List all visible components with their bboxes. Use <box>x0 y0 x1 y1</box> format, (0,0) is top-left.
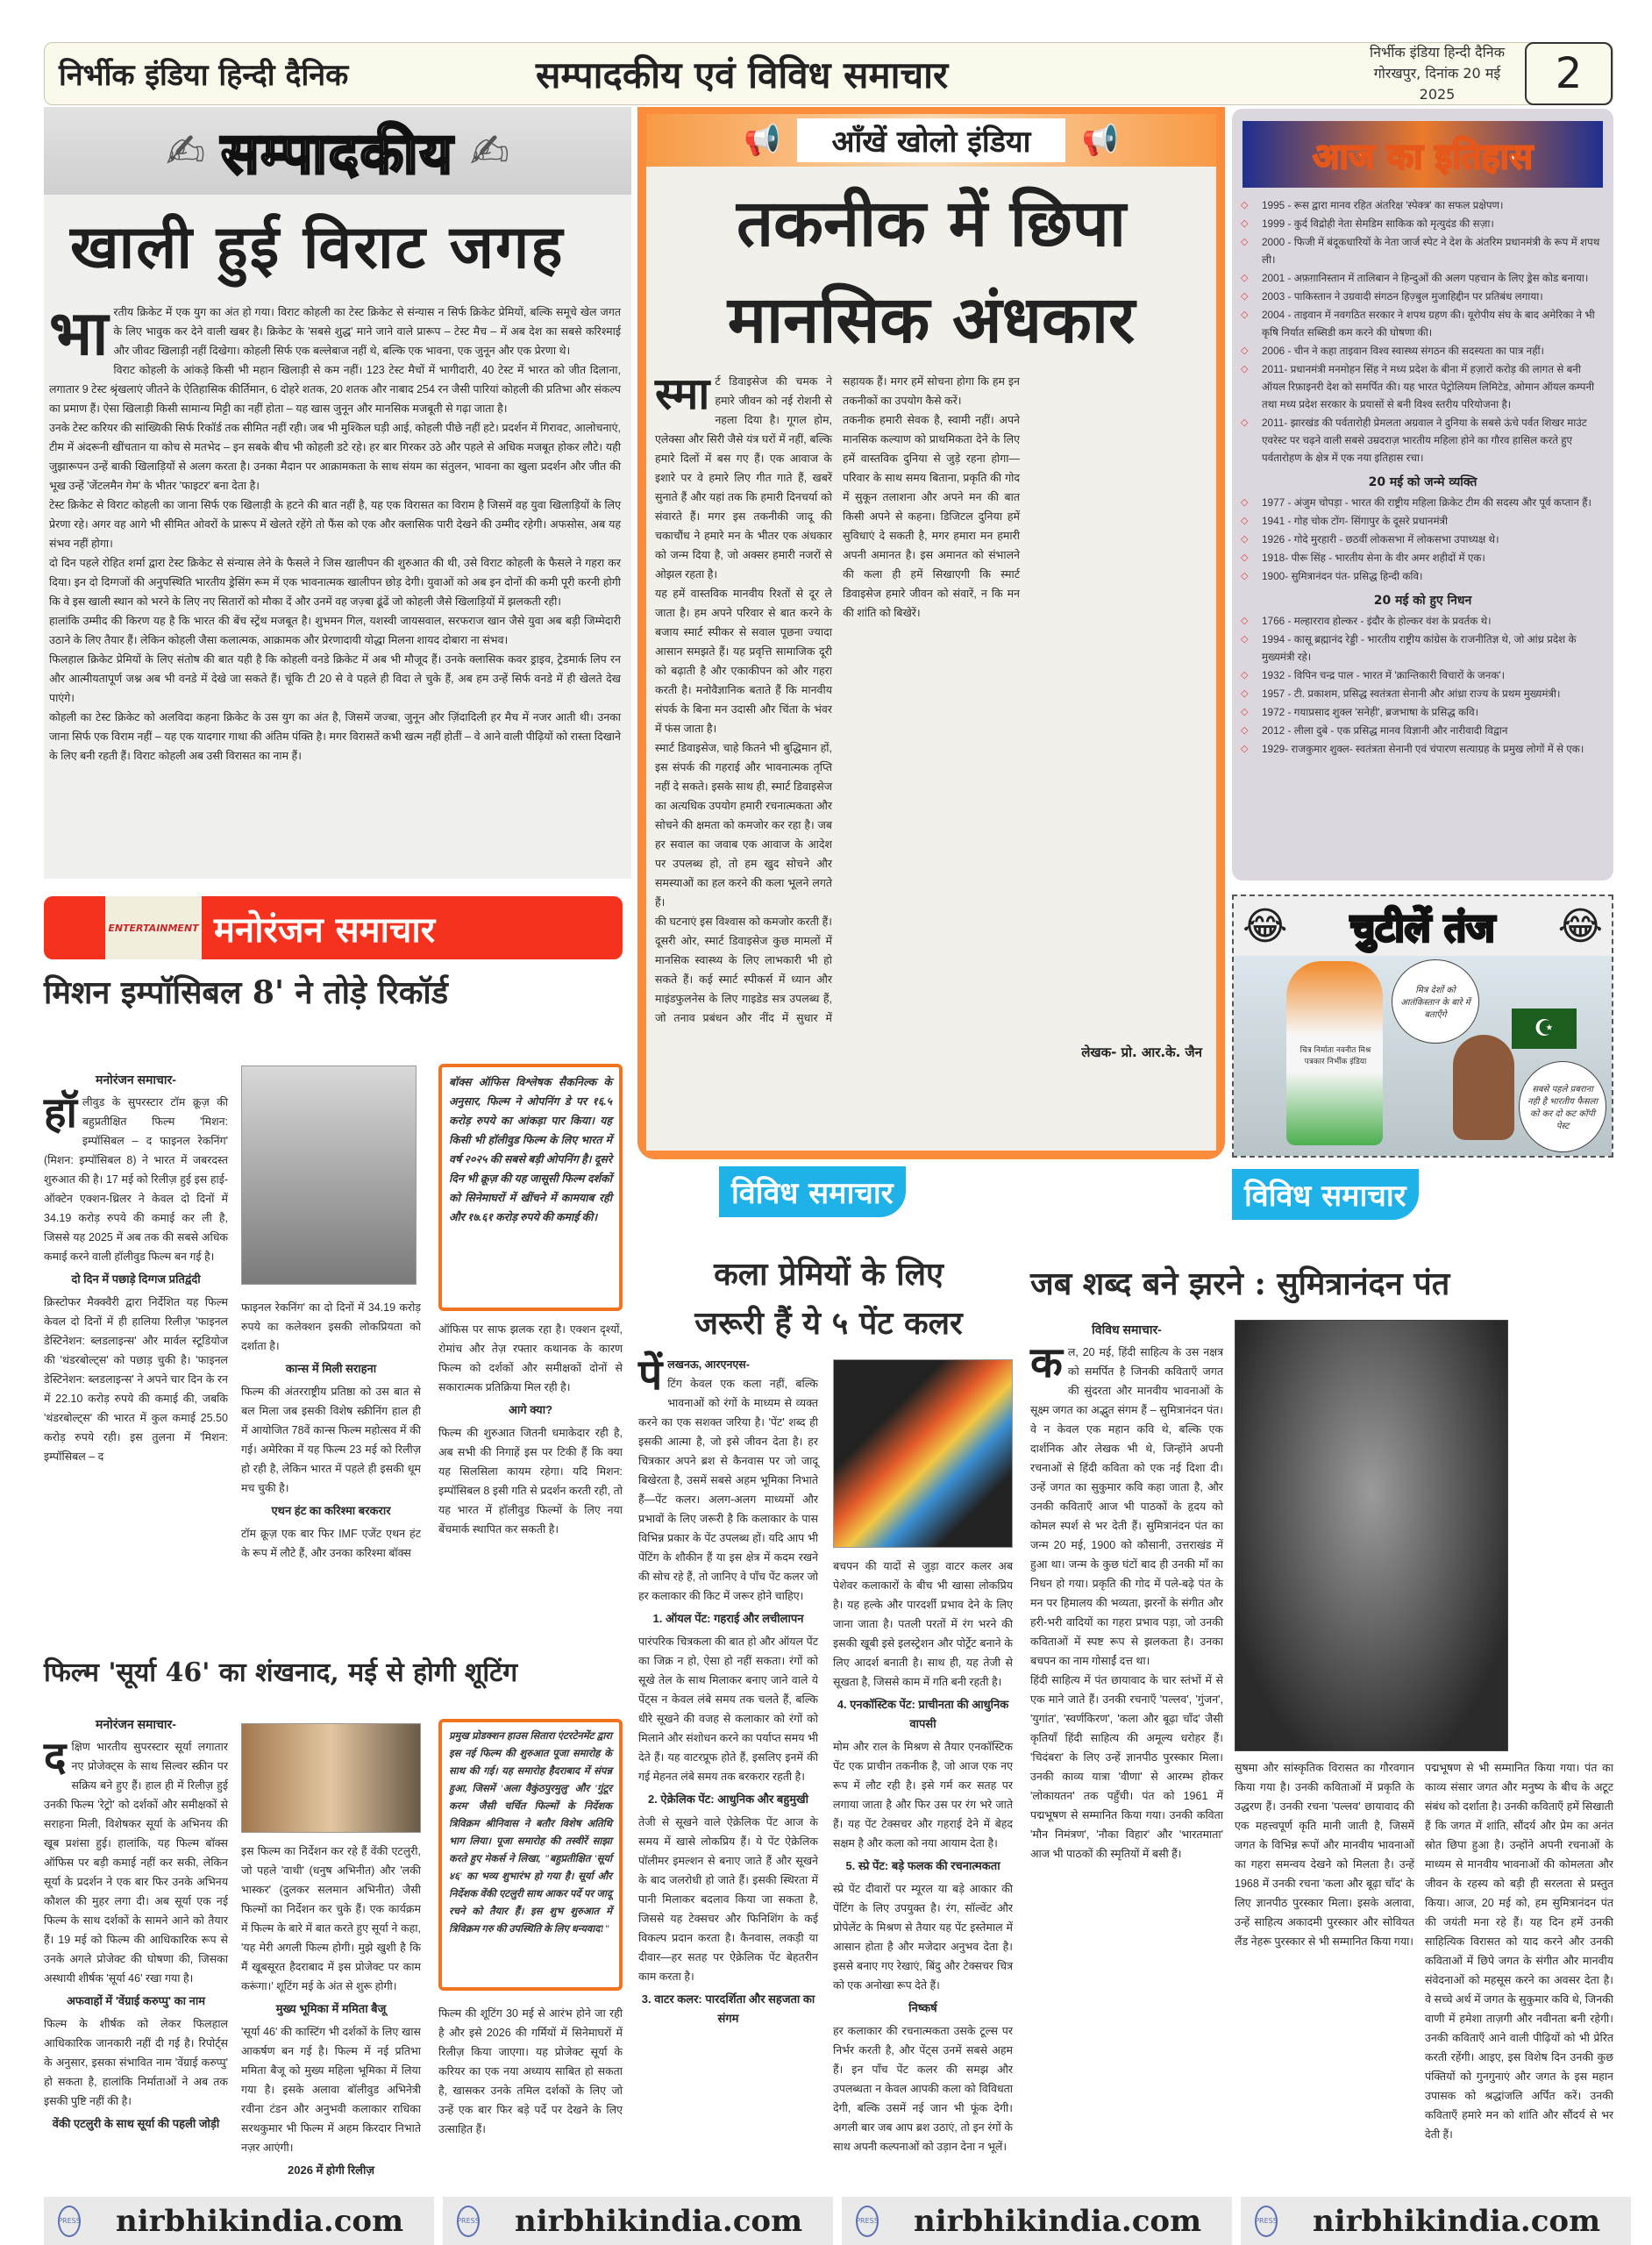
laughing-emoji-icon: 😂 <box>1557 903 1603 949</box>
birth-item: ◇ 1918- पीरू सिंह - भारतीय सेना के वीर अमर शहीदों में एक। <box>1239 549 1606 567</box>
mi8-column-3 <box>438 1320 623 1539</box>
subheading: 5. स्प्रे पेंट: बड़े फलक की रचनात्मकता <box>845 1859 1000 1872</box>
website-link[interactable]: nirbhikindia.com <box>914 2203 1202 2239</box>
deaths-list <box>1239 612 1606 758</box>
paragraph: क्रिस्टोफर मैक्क्वैरी द्वारा निर्देशित यह फिल्म केवल दो दिनों में ही हालिया रिलीज़ 'फाइनल डेस्टिनेशन: ब्लडलाइन्स' और मार्वल स्टूडियोज की 'थंडरबोल्ट्स' को पछाड़ चुकी है। 'फाइनल डेस्टिनेशन: ब्लडलाइन्स' ने अपने चार दिन के रन में 22.10 करोड़ रुपये की कमाई की, जबकि 'थंडरबोल्ट्स' की भारत में कुल कमाई 25.50 करोड़ रुपये रही। इस तुलना में 'मिशन: इम्पॉसिबल – द <box>44 1296 228 1463</box>
page-number: 2 <box>1525 42 1613 105</box>
paragraph: टॉम क्रूज़ एक बार फिर IMF एजेंट एथन हंट के रूप में लौटे हैं, और उनका करिश्मा बॉक्स <box>241 1528 421 1559</box>
cartoon-banner <box>1234 896 1612 956</box>
history-item: ◇ 1995 - रूस द्वारा मानव रहित अंतरिक्ष 'स्पेक्त्र' का सफल प्रक्षेपण। <box>1239 196 1606 214</box>
history-item: ◇ 2003 - पाकिस्तान ने उग्रवादी संगठन हिज़्बुल मुजाहिद्दीन पर प्रतिबंध लगाया। <box>1239 288 1606 305</box>
paragraph: फिल्म की अंतरराष्ट्रीय प्रतिष्ठा को उस बात से बल मिला जब इसकी विशेष स्क्रीनिंग हाल ही में आयोजित 78वें कान्स फिल्म महोत्सव में की गई। अमेरिका में यह फिल्म 23 मई को रिलीज़ हो रही है, लेकिन भारत में पहले ही इसकी धूम मच चुकी है। <box>241 1386 421 1494</box>
entertainment-headline: मिशन इम्पॉसिबल 8' ने तोड़े रिकॉर्ड <box>44 974 448 1011</box>
paragraph: ल, 20 मई, हिंदी साहित्य के उस नक्षत्र को समर्पित है जिनकी कविताएँ जगत की सुंदरता और मानवीय भावनाओं के सूक्ष्म जगत का अद्भुत संगम हैं – सुमित्रानंदन पंत। वे न केवल एक महान कवि थे, बल्कि एक दार्शनिक और लेखक भी थे, जिन्होंने अपनी रचनाओं से हिंदी कविता को एक नई दिशा दी। उन्हें जगत का सुकुमार कवि कहा जाता है, और उनकी कविताएँ आज भी पाठकों के हृदय को कोमल स्पर्श से भर देती हैं। सुमित्रानंदन पंत का जन्म 20 मई, 1900 को कौसानी, उत्तराखंड में हुआ था। जन्म के कुछ घंटों बाद ही उनकी माँ का निधन हो गया। प्रकृति की गोद में पले-बढ़े पंत के मन पर हिमालय की भव्यता, झरनों के संगीत और हरी-भरी वादियों का गहरा प्रभाव पड़ा, जो उनकी कविताओं में स्पष्ट रूप से झलकता है। उनका बचपन का नाम गोसाईं दत्त था। <box>1030 1346 1223 1667</box>
subheading: आगे क्या? <box>508 1403 553 1416</box>
cartoon-banner-label: चुटीलें तंज <box>1350 906 1495 951</box>
surya-photo <box>241 1723 421 1833</box>
pant-column-3 <box>1425 1758 1613 2144</box>
subheading: कान्स में मिली सराहना <box>285 1362 377 1375</box>
editorial-body <box>44 299 631 766</box>
surya46-headline: फिल्म 'सूर्या 46' का शंखनाद, मई से होगी शूटिंग <box>44 1657 518 1688</box>
paragraph: फिल्म की शूटिंग 30 मई से आरंभ होने जा रही है और इसे 2026 की गर्मियों में सिनेमाघरों में रिलीज़ किया जाएगा। यह प्रोजेक्ट सूर्या के करियर का एक नया अध्याय साबित हो सकता है, खासकर उनके तमिल दर्शकों के लिए जो उन्हें एक बार फिर बड़े पर्दे पर देखने के लिए उत्साहित हैं। <box>438 2007 623 2135</box>
surya-column-3 <box>438 2004 623 2139</box>
mi8-column-2 <box>241 1298 421 1563</box>
paint-headline <box>640 1250 1017 1348</box>
pant-portrait-photo <box>1235 1320 1508 1751</box>
dateline-block <box>1358 42 1516 105</box>
paragraph: सुषमा और सांस्कृतिक विरासत का गौरवगान किया गया है। उनकी कविताओं में प्रकृति के उद्धरण हैं। उनकी रचना 'पल्लव' छायावाद की एक महत्त्वपूर्ण कृति मानी जाती है, जिसमें जगत के विभिन्न रूपों और मानवीय भावनाओं का गहरा समन्वय देखने को मिलता है। उन्हें 1968 में उनकी रचना 'कला और बूढ़ा चाँद' के लिए ज्ञानपीठ पुरस्कार मिला। इसके अलावा, उन्हें साहित्य अकादमी पुरस्कार और सोवियत लैंड नेहरू पुरस्कार से भी सम्मानित किया गया। <box>1235 1762 1414 1948</box>
opinion-body <box>646 368 1216 1035</box>
writing-hand-icon: ✍ <box>166 123 206 179</box>
editorial-banner <box>44 107 631 195</box>
cartoon-section <box>1232 894 1613 1158</box>
birth-item: ◇ 1941 - गोह चोक टोंग- सिंगापुर के दूसरे प्रधानमंत्री <box>1239 512 1606 530</box>
subheading: 2026 में होगी रिलीज़ <box>288 2163 374 2177</box>
paint-column-1 <box>638 1352 818 2032</box>
surya-column-1 <box>44 1714 228 2137</box>
birth-item: ◇ 1900- सुमित्रानंदन पंत- प्रसिद्ध हिन्दी कवि। <box>1239 567 1606 585</box>
mi8-column-1 <box>44 1070 228 1466</box>
subheading: 4. एनकॉस्टिक पेंट: प्राचीनता की आधुनिक वापसी <box>837 1698 1009 1730</box>
subheading: निष्कर्ष <box>908 2001 937 2014</box>
headline-line: कला प्रेमियों के लिए <box>714 1256 943 1293</box>
paragraph: रतीय क्रिकेट में एक युग का अंत हो गया। विराट कोहली का टेस्ट क्रिकेट से संन्यास न सिर्फ क्रिकेट प्रेमियों, बल्कि समूचे खेल जगत के लिए भावुक कर देने वाली खबर है। क्रिकेट के 'सबसे शुद्ध' माने जाने वाले प्रारूप – टेस्ट मैच – में अब देश का सबसे करिश्माई और जीवट खिलाड़ी नहीं दिखेगा। कोहली सिर्फ एक बल्लेबाज नहीं थे, बल्कि एक भावना, एक जुनून और एक प्रेरणा थे। <box>113 306 621 357</box>
subheading: वेंकी एटलुरी के साथ सूर्या की पहली जोड़ी <box>52 2117 220 2130</box>
pant-column-1 <box>1030 1320 1223 1864</box>
paragraph: मोम और राल के मिश्रण से तैयार एनकॉस्टिक पेंट एक प्राचीन तकनीक है, जो आज एक नए रूप में लौट रही है। इसे गर्म कर सतह पर लगाया जाता है और फिर उस पर रंग भरे जाते हैं। यह पेंट टेक्सचर और गहराई देने में बेहद सक्षम है और कला को नया आयाम देता है। <box>833 1741 1013 1849</box>
paragraph: हर कलाकार की रचनात्मकता उसके टूल्स पर निर्भर करती है, और पेंट्स उनमें सबसे अहम हैं। इन पाँच पेंट कलर की समझ और उपलब्धता न केवल आपकी कला को विविधता देगी, बल्कि उसमें नई जान भी फूंक देगी। अगली बार जब आप ब्रश उठाएं, तो इन रंगों के साथ अपनी कल्पनाओं को उड़ान देना न भूलें। <box>833 2025 1013 2153</box>
death-item: ◇ 1932 - विपिन चन्द्र पाल - भारत में 'क्रान्तिकारी विचारों के जनक'। <box>1239 666 1606 684</box>
footer-bar <box>44 2197 434 2245</box>
paragraph: टेस्ट क्रिकेट से विराट कोहली का जाना सिर्फ एक खिलाड़ी के हटने की बात नहीं है, यह एक विरासत का विराम है जिसमें वह युवा खिलाड़ियों के लिए प्रेरणा रहे। अगर वह आगे भी सीमित ओवरों के प्रारूप में खेलते रहेंगे तो फैंस को एक और क्लासिक पारी देखने की उम्मीद रहेगी। अफसोस, अब यह संभव नहीं होगा। <box>49 499 621 550</box>
cartoon-figure-monkey <box>1453 1035 1514 1140</box>
dropcap: स्मा <box>655 369 710 418</box>
flag-icon: ☪ <box>1512 1008 1577 1049</box>
paint-kit-photo <box>833 1359 1013 1548</box>
website-link[interactable]: nirbhikindia.com <box>1313 2203 1601 2239</box>
author-credit: लेखक- प्रो. आर.के. जैन <box>1081 1044 1202 1060</box>
history-banner-label: आज का इतिहास <box>1313 136 1533 177</box>
paragraph: तकनीक हमारी सेवक है, स्वामी नहीं। अपने मानसिक कल्याण को प्राथमिकता देने के लिए हमें वास्तविक दुनिया से जुड़े रहना होगा—परिवार के साथ समय बिताना, प्रकृति की गोद में सुकून तलाशना और अपने मन की बात किसी अपने से कहना। डिजिटल दुनिया हमें सुविधाएं दे सकती है, मगर हमारा मन हमारी अपनी अमानत है। इस अमानत को संभालने की कला ही हमें सिखाएगी कि स्मार्ट डिवाइसेज हमारे जीवन को संवारें, न कि मन की शांति को बिखेरें। <box>843 414 1020 619</box>
subheading: मुख्य भूमिका में ममिता बैजू <box>275 2002 387 2015</box>
paper-name: निर्भीक इंडिया हिन्दी दैनिक <box>59 58 349 93</box>
cartoon-illustration <box>1234 956 1612 1156</box>
paragraph: तेजी से सूखने वाले ऐक्रेलिक पेंट आज के समय में खासे लोकप्रिय हैं। ये पेंट ऐक्रेलिक पॉलीमर इमल्शन से बनाए जाते हैं और सूखने के बाद जलरोधी हो जाते हैं। इसकी स्थिरता में पानी मिलाकर बदलाव किया जा सकता है, जिससे यह टेक्सचर और फिनिशिंग के कई विकल्प प्रदान करता है। कैनवास, लकड़ी या दीवार—हर सतह पर ऐक्रेलिक पेंट बेहतरीन काम करता है। <box>638 1816 818 1983</box>
opinion-headline <box>646 167 1216 368</box>
writing-hand-icon: ✍ <box>469 123 509 179</box>
paragraph: स्प्रे पेंट दीवारों पर म्यूरल या बड़े आकार की पेंटिंग के लिए उपयुक्त है। रंग, सॉल्वेंट और प्रोपेलेंट के मिश्रण से तैयार यह पेंट इस्तेमाल में आसान होता है और मजेदार अनुभव देता है। इससे बनाए गए रेखाएं, बिंदु और टेक्सचर चित्र को एक अनोखा रूप देते हैं। <box>833 1883 1013 1992</box>
death-item: ◇ 1972 - गयाप्रसाद शुक्ल 'सनेही', ब्रजभाषा के प्रसिद्ध कवि। <box>1239 703 1606 721</box>
editorial-banner-label: सम्पादकीय <box>221 121 454 187</box>
paragraph: यह हमें वास्तविक मानवीय रिश्तों से दूर ले जाता है। हम अपने परिवार से बात करने के बजाय स्मार्ट स्पीकर से सवाल पूछना ज्यादा आसान समझते हैं। यह प्रवृत्ति सामाजिक दूरी को बढ़ाती है और एकाकीपन को और गहरा करती है। मनोवैज्ञानिक बताते हैं कि मानवीय संपर्क के बिना मन उदासी और चिंता के भंवर में फंस जाता है। <box>655 588 832 735</box>
history-item: ◇ 1999 - कुर्द विद्रोही नेता सेमडिम साकिक को मृत्युदंड की सज़ा। <box>1239 215 1606 232</box>
paragraph: की घटनाएं इस विश्वास को कमजोर करती हैं। दूसरी ओर, स्मार्ट डिवाइसेज कुछ मामलों में मानसिक स्वास्थ्य के लिए लाभकारी भी हो सकते हैं। कई स्मार्ट स्पीकर्स में ध्यान और माइंडफुलनेस के लिए गाइडेड सत्र उपलब्ध हैं, जो तनाव प्रबंधन और नींद में सुधार में सहायक हैं। मगर हमें सोचना होगा कि हम इन तकनीकों का उपयोग कैसे करें। <box>655 375 1020 1024</box>
headline-line: तकनीक में छिपा <box>736 186 1127 261</box>
entertainment-banner-label: मनोरंजन समाचार <box>214 909 436 951</box>
deaths-heading: 20 मई को हुए निधन <box>1373 594 1472 608</box>
paragraph: र्ट डिवाइसेज की चमक ने हमारे जीवन को नई रोशनी से नहला दिया है। गूगल होम, एलेक्सा और सिरी जैसे यंत्र घरों में नहीं, बल्कि हमारे दिलों में बस गए हैं। एक आवाज के इशारे पर वे हमारे लिए गीत गाते हैं, खबरें सुनाते हैं और यहां तक कि हमारी दिनचर्या को संवारते हैं। मगर इस तकनीकी जादू की चकाचौंध ने हमारे मन के भीतर एक अंधकार को जन्म दिया है, जो अक्सर हमारी नजरों से ओझल रहता है। <box>655 375 832 581</box>
section-title: सम्पादकीय एवं विविध समाचार <box>536 53 949 96</box>
editorial-headline: खाली हुई विराट जगह <box>70 212 565 282</box>
photo-caption: फाइनल रेकनिंग' का दो दिनों में 34.19 करोड़ रुपये का कलेक्शन इसकी लोकप्रियता को दर्शाता है। <box>241 1301 421 1352</box>
surya-callout: प्रमुख प्रोडक्शन हाउस सितारा एंटरटेनमेंट द्वारा इस नई फिल्म की शुरुआत पूजा समारोह के साथ की गई। यह समारोह हैदराबाद में संपन्न हुआ, जिसमें 'अला वैकुंठपुरमुलु' और 'गुंटूर करम' जैसी चर्चित फिल्मों के निर्देशक त्रिविक्रम श्रीनिवास ने बतौर विशेष अतिथि भाग लिया। पूजा समारोह की तस्वीरें साझा करते हुए मेकर्स ने लिखा, "बहुप्रतीक्षित 'सूर्या ४६' का भव्य शुभारंभ हो गया है। सूर्या और निर्देशक वेंकी एटलुरी साथ आकर पर्दे पर जादू रचने को तैयार हैं। इस शुभ शुरुआत में त्रिविक्रम गरु की उपस्थिति के लिए धन्यवाद!" <box>438 1719 623 1991</box>
website-link[interactable]: nirbhikindia.com <box>116 2203 404 2239</box>
dropcap: क <box>1030 1340 1063 1386</box>
history-item: ◇ 2001 - अफ़ग़ानिस्तान में तालिबान ने हिन्दुओं की अलग पहचान के लिए ड्रेस कोड बनाया। <box>1239 269 1606 287</box>
death-item: ◇ 1766 - मल्हारराव होल्कर - इंदौर के होल्कर वंश के प्रवर्तक थे। <box>1239 612 1606 630</box>
headline-line: मानसिक अंधकार <box>727 282 1136 358</box>
opinion-banner <box>646 114 1216 167</box>
opinion-section <box>637 107 1225 1159</box>
pant-headline: जब शब्द बने झरने : सुमित्रानंदन पंत <box>1030 1265 1450 1302</box>
subheading: दो दिन में पछाड़े दिग्गज प्रतिद्वंदी <box>71 1272 201 1286</box>
paragraph: पारंपरिक चित्रकला की बात हो और ऑयल पेंट का जिक्र न हो, ऐसा हो नहीं सकता। रंगों को सूखे तेल के साथ मिलाकर बनाए जाने वाले ये पेंट्स न केवल लंबे समय तक चलते हैं, बल्कि धीरे सूखने की वजह से कलाकार को रंगों को मिलाने और संशोधन करने का पर्याप्त समय भी देते हैं। यह वाटरप्रूफ होते हैं, इसलिए इनमें की गई मेहनत लंबे समय तक बरकरार रहती है। <box>638 1636 818 1783</box>
paragraph: स्मार्ट डिवाइसेज, चाहे कितने भी बुद्धिमान हों, इस संपर्क की गहराई और भावनात्मक तृप्ति नहीं दे सकते। इसके साथ ही, स्मार्ट डिवाइसेज का अत्यधिक उपयोग हमारी रचनात्मकता और सोचने की क्षमता को कमजोर कर रहा है। जब हर सवाल का जवाब एक आवाज के आदेश पर उपलब्ध हो, तो हम खुद सोचने और समस्याओं का हल करने की कला भूलने लगते हैं। <box>655 742 832 909</box>
births-heading: 20 मई को जन्मे व्यक्ति <box>1368 475 1478 489</box>
death-item: ◇ 2012 - लीला दुबे - एक प्रसिद्ध मानव विज्ञानी और नारीवादी विद्वान <box>1239 722 1606 739</box>
footer-bar <box>1241 2197 1631 2245</box>
box-office-callout: बॉक्स ऑफिस विश्लेषक सैकनिल्क के अनुसार, फिल्म ने ओपनिंग डे पर १६.५ करोड़ रुपये का आंकड़ा पार किया। यह किसी भी हॉलीवुड फिल्म के लिए भारत में वर्ष २०२५ की सबसे बड़ी ओपनिंग है। दूसरे दिन भी क्रूज़ की यह जासूसी फिल्म दर्शकों को सिनेमाघरों में खींचने में कामयाब रही और १७.६१ करोड़ रुपये की कमाई की। <box>438 1064 623 1311</box>
editorial-section <box>44 107 631 879</box>
byline: मनोरंजन समाचार- <box>96 1073 176 1087</box>
megaphone-icon: 📢 <box>744 123 781 158</box>
footer-bar <box>842 2197 1232 2245</box>
history-events <box>1239 196 1606 467</box>
masthead <box>44 42 1613 105</box>
surya-column-2 <box>241 1842 421 2184</box>
dropcap: पें <box>638 1352 663 1399</box>
cartoon-credit: चित्र निर्माता नवनीत मिश्र पत्रकार निर्भीक इंडिया <box>1300 1046 1371 1066</box>
paragraph: हिंदी साहित्य में पंत छायावाद के चार स्तंभों में से एक माने जाते हैं। उनकी रचनाएँ 'पल्लव', 'गुंजन', 'युगांत', 'स्वर्णकिरण', 'कला और बूढ़ा चाँद' जैसी कृतियाँ हिंदी साहित्य की अमूल्य धरोहर हैं। 'चिदंबरा' के लिए उन्हें ज्ञानपीठ पुरस्कार मिला। उनकी काव्य यात्रा 'वीणा' से आरम्भ होकर 'लोकायतन' तक पहुँची। पंत को 1961 में पद्मभूषण से सम्मानित किया गया। उनकी कविता 'मौन निमंत्रण', 'नौका विहार' और 'भारतमाता' आज भी पाठकों की स्मृतियों में बसी हैं। <box>1030 1674 1223 1860</box>
headline-line: जरूरी हैं ये ५ पेंट कलर <box>694 1305 963 1342</box>
subheading: 2. ऐक्रेलिक पेंट: आधुनिक और बहुमुखी <box>647 1792 809 1806</box>
death-item: ◇ 1957 - टी. प्रकाशम, प्रसिद्ध स्वतंत्रता सेनानी और आंध्रा राज्य के प्रथम मुख्यमंत्री। <box>1239 685 1606 702</box>
laughing-emoji-icon: 😂 <box>1243 903 1288 949</box>
paper-name-small: निर्भीक इंडिया हिन्दी दैनिक <box>1370 44 1505 61</box>
paragraph: फिलहाल क्रिकेट प्रेमियों के लिए संतोष की बात यही है कि कोहली वनडे क्रिकेट में अब भी मौजूद हैं। उनके क्लासिक कवर ड्राइव, ट्रेडमार्क लिप रन और आत्मीयतापूर्ण जश्न अब भी वनडे में देखे जा सकते हैं। चूंकि टी 20 से वे पहले ही विदा ले चुके हैं, अब हम उन्हें सिर्फ वनडे में ही खेलते देख पाएंगे। <box>49 653 621 704</box>
paragraph: लीवुड के सुपरस्टार टॉम क्रूज़ की बहुप्रतीक्षित फिल्म 'मिशन: इम्पॉसिबल – द फाइनल रेकनिंग' (मिशन: इम्पॉसिबल 8) ने भारत में जबरदस्त शुरुआत की है। 17 मई को रिलीज़ हुई इस हाई-ऑक्टेन एक्शन-थ्रिलर ने केवल दो दिनों में 34.19 करोड़ रुपये की कमाई कर ली है, जिससे यह 2025 में अब तक की सबसे अधिक कमाई करने वाली हॉलीवुड फिल्म बन गई है। <box>44 1096 228 1263</box>
paragraph: टिंग केवल एक कला नहीं, बल्कि भावनाओं को रंगों के माध्यम से व्यक्त करने का एक सशक्त जरिया है। 'पेंट' शब्द ही इसकी आत्मा है, जो इसे जीवन देता है। हर चित्रकार अपने ब्रश से कैनवास पर जो जादू बिखेरता है, उसमें सबसे अहम भूमिका निभाते हैं—पेंट कलर। अलग-अलग माध्यमों और प्रभावों के लिए जरूरी है कि कलाकार के पास विभिन्न प्रकार के पेंट उपलब्ध हों। यदि आप भी पेंटिंग के शौकीन हैं या इस क्षेत्र में कदम रखने की सोच रहे हैं, तो जानिए वे पाँच पेंट कलर जो हर कलाकार की किट में जरूर होने चाहिए। <box>638 1378 818 1602</box>
death-item: ◇ 1929- राजकुमार शुक्ल- स्वतंत्रता सेनानी एवं चंपारण सत्याग्रह के प्रमुख लोगों में से एक। <box>1239 740 1606 758</box>
entertainment-banner <box>44 896 623 959</box>
speech-bubble-left: मित्र देशों को आतंकिस्तान के बारे में बताएँगे <box>1392 959 1479 1044</box>
paragraph: फिल्म के शीर्षक को लेकर फिलहाल आधिकारिक जानकारी नहीं दी गई है। रिपोर्ट्स के अनुसार, इसका संभावित नाम 'वेंग्राई करुप्पु' हो सकता है, हालांकि निर्माताओं ने अब तक इसकी पुष्टि नहीं की है। <box>44 2018 228 2107</box>
entertainment-logo: ENTERTAINMENT <box>105 896 202 959</box>
website-link[interactable]: nirbhikindia.com <box>515 2203 803 2239</box>
paragraph: हालांकि उम्मीद की किरण यह है कि भारत की बेंच स्ट्रेंथ मजबूत है। शुभमन गिल, यशस्वी जायसवाल, सरफराज खान जैसे युवा अब बड़ी जिम्मेदारी उठाने के लिए तैयार हैं। लेकिन कोहली जैसा कलात्मक, आक्रामक और प्रेरणादायी योद्धा मिलना शायद दोबारा ना संभव। <box>49 615 621 646</box>
paragraph: विराट कोहली के आंकड़े किसी भी महान खिलाड़ी से कम नहीं। 123 टेस्ट मैचों में भागीदारी, 40 टेस्ट में भारत को जीत दिलाना, लगातार 9 टेस्ट श्रृंखलाएं जीतने के ऐतिहासिक कीर्तिमान, 6 दोहरे शतक, 20 शतक और नाबाद 254 रन जैसी पारियां कोहली की प्रतिभा और संकल्प का प्रमाण हैं। ऐसा खिलाड़ी किसी सामान्य मिट्टी का नहीं होता – यह खास जुनून और मानसिक मजबूती से गढ़ा जाता है। <box>49 364 621 415</box>
paragraph: पद्मभूषण से भी सम्मानित किया गया। पंत का काव्य संसार जगत और मनुष्य के बीच के अटूट संबंध को दर्शाता है। उनकी कविताएँ हमें सिखाती हैं कि जगत में शांति, सौंदर्य और प्रेम का अनंत स्रोत छिपा हुआ है। उन्होंने अपनी रचनाओं के माध्यम से मानवीय भावनाओं की कोमलता और जीवन के रहस्य को बड़ी ही सरलता से प्रस्तुत किया। आज, 20 मई को, हम सुमित्रानंदन पंत की जयंती मना रहे हैं। यह दिन हमें उनकी साहित्यिक विरासत को याद करने और उनकी कविताओं में छिपे जगत के संगीत और मानवीय संवेदनाओं को महसूस करने का अवसर देता है। वे सच्चे अर्थ में जगत के सुकुमार कवि थे, जिनकी वाणी में हमेशा ताज़गी और नवीनता बनी रहेगी। उनकी कविताएँ आने वाली पीढ़ियों को भी प्रेरित करती रहेंगी। आइए, इस विशेष दिन उनकी कुछ पंक्तियों को गुनगुनाएं और जगत के इस महान उपासक को श्रद्धांजलि अर्पित करें। उनकी कविताएँ हमारे मन को शांति और सौंदर्य से भर देती हैं। <box>1425 1762 1613 2141</box>
paragraph: क्षिण भारतीय सुपरस्टार सूर्या लगातार नए प्रोजेक्ट्स के साथ सिल्वर स्क्रीन पर सक्रिय बने हुए हैं। हाल ही में रिलीज़ हुई उनकी फिल्म 'रेट्रो' को दर्शकों और समीक्षकों से सराहना मिली, विशेषकर सूर्या के अभिनय की खूब प्रशंसा हुई। हालांकि, यह फिल्म बॉक्स ऑफिस पर बड़ी कमाई नहीं कर सकी, लेकिन सूर्या के प्रदर्शन ने एक बार फिर उनके अभिनय कौशल की मुहर लगा दी। अब सूर्या एक नई फिल्म के साथ दर्शकों के सामने आने को तैयार हैं। 19 मई को फिल्म की आधिकारिक रूप से उनके अगले प्रोजेक्ट की घोषणा की, जिसका अस्थायी शीर्षक 'सूर्या 46' रखा गया है। <box>44 1741 228 1985</box>
opinion-banner-label: आँखें खोलो इंडिया <box>797 118 1066 162</box>
paint-column-2 <box>833 1557 1013 2156</box>
paragraph: दो दिन पहले रोहित शर्मा द्वारा टेस्ट क्रिकेट से संन्यास लेने के फैसले ने जिस खालीपन की शुरुआत की थी, उसे विराट कोहली के फैसले ने गहरा कर दिया। इन दो दिग्गजों की अनुपस्थिति भारतीय ड्रेसिंग रूम में एक भावनात्मक खालीपन छोड़ देगी। युवाओं को अब इन दोनों की कमी पूरी करनी होगी कि वे इस खाली स्थान को भरने के लिए नए सितारों को मौका दें और उनमें वह जज़्बा ढूंढें जो कोहली जैसे खिलाड़ियों में झलकती रही। <box>49 557 621 608</box>
death-item: ◇ 1994 - कासू ब्रह्मानंद रेड्डी - भारतीय राष्ट्रीय कांग्रेस के राजनीतिज्ञ थे, जो आंध्र प्रदेश के मुख्यमंत्री रहे। <box>1239 631 1606 666</box>
subheading: 1. ऑयल पेंट: गहराई और लचीलापन <box>652 1612 804 1625</box>
paragraph: 'सूर्या 46' की कास्टिंग भी दर्शकों के लिए खास आकर्षण बन गई है। फिल्म में नई प्रतिभा ममिता बैजू को मुख्य महिला भूमिका में लिया गया है। इसके अलावा बॉलीवुड अभिनेत्री रवीना टंडन और अनुभवी कलाकार राधिका सरथकुमार भी फिल्म में अहम किरदार निभाते नज़र आएंगी। <box>241 2026 421 2154</box>
byline: मनोरंजन समाचार- <box>96 1717 176 1731</box>
births-list <box>1239 494 1606 585</box>
paragraph: फिल्म की शुरुआत जितनी धमाकेदार रही है, अब सभी की निगाहें इस पर टिकी हैं कि क्या यह सिलसिला कायम रहेगा। यदि मिशन: इम्पॉसिबल 8 इसी गति से प्रदर्शन करती रही, तो यह भारत में हॉलीवुड फिल्मों के लिए नया बेंचमार्क स्थापित कर सकती है। <box>438 1427 623 1536</box>
press-logo-icon: PRESS <box>58 2206 81 2237</box>
dateline: लखनऊ, आरएनएस- <box>667 1358 750 1371</box>
speech-bubble-right: सबसे पहले प्रबराना नही है भारतीय फैसला को कर दो कट कॉपी पेस्ट <box>1519 1061 1606 1152</box>
paragraph: उनके टेस्ट करियर की सांख्यिकी सिर्फ रिकॉर्ड तक सीमित नहीं रही। जब भी मुश्किल घड़ी आई, कोहली पीछे नहीं हटे। प्रदर्शन में गिरावट, आलोचनाएं, टीम में अंदरूनी खींचतान या कोच से मतभेद – इन सबके बीच भी कोहली डटे रहे। हर बार गिरकर उठे और पहले से अधिक मजबूत होकर लौटे। यही जुझारूपन उन्हें बाकी खिलाड़ियों से अलग करता है। उनका मैदान पर आक्रामकता के साथ संयम का संतुलन, भावना का खुला प्रदर्शन और जीत की भूख उन्हें 'जेंटलमैन गेम' के भीतर 'फाइटर' बना देता है। <box>49 422 621 492</box>
press-logo-icon: PRESS <box>856 2206 879 2237</box>
megaphone-icon: 📢 <box>1081 123 1119 158</box>
history-item: ◇ 2004 - ताइवान में नवगठित सरकार ने शपथ ग्रहण की। यूरोपीय संघ के बाद अमेरिका ने भी कृषि निर्यात सब्सिडी कम करने की घोषणा की। <box>1239 306 1606 341</box>
pant-column-2 <box>1235 1758 1414 1951</box>
paragraph: ऑफिस पर साफ झलक रहा है। एक्शन दृश्यों, रोमांच और तेज़ रफ्तार कथानक के कारण फिल्म को दर्शकों और समीक्षकों दोनों से सकारात्मक प्रतिक्रिया मिल रही है। <box>438 1323 623 1393</box>
subheading: 3. वाटर कलर: पारदर्शिता और सहजता का संगम <box>641 1992 815 2025</box>
paragraph: बचपन की यादों से जुड़ा वाटर कलर अब पेशेवर कलाकारों के बीच भी खासा लोकप्रिय है। यह हल्के और पारदर्शी प्रभाव देने के लिए जाना जाता है। पतली परतों में रंग भरने की इसकी खूबी इसे इलस्ट्रेशन और पोर्ट्रेट बनाने के लिए आदर्श बनाती है। साथ ही, यह तेजी से सूखता है, जिससे काम में गति बनी रहती है। <box>833 1560 1013 1688</box>
history-item: ◇ 2000 - फिजी में बंदूकधारियों के नेता जार्ज स्पेट ने देश के अंतरिम प्रधानमंत्री के रूप में शपथ ली। <box>1239 233 1606 268</box>
birth-item: ◇ 1926 - गोदे मुरहारी - छठवीं लोकसभा में लोकसभा उपाध्यक्ष थे। <box>1239 531 1606 548</box>
dropcap: द <box>44 1735 67 1781</box>
mi8-photo <box>241 1065 417 1285</box>
vividh-badge: विविध समाचार <box>1232 1169 1419 1220</box>
footer-bar <box>443 2197 833 2245</box>
paragraph: इस फिल्म का निर्देशन कर रहे हैं वेंकी एटलुरी, जो पहले 'वाथी' (धनुष अभिनीत) और 'लकी भास्कर' (दुलकर सलमान अभिनीत) जैसी फिल्मों का निर्देशन कर चुके हैं। एक कार्यक्रम में फिल्म के बारे में बात करते हुए सूर्या ने कहा, 'यह मेरी अगली फिल्म होगी। मुझे खुशी है कि मैं खूबसूरत हैदराबाद में इस प्रोजेक्ट पर काम करूंगा।' शूटिंग मई के अंत से शुरू होगी। <box>241 1845 421 1992</box>
press-logo-icon: PRESS <box>1255 2206 1278 2237</box>
vividh-badge: विविध समाचार <box>719 1166 906 1217</box>
birth-item: ◇ 1977 - अंजुम चोपड़ा - भारत की राष्ट्रीय महिला क्रिकेट टीम की सदस्य और पूर्व कप्तान हैं। <box>1239 494 1606 511</box>
subheading: एथन हंट का करिश्मा बरकरार <box>271 1504 391 1517</box>
paragraph: कोहली का टेस्ट क्रिकेट को अलविदा कहना क्रिकेट के उस युग का अंत है, जिसमें जज्बा, जुनून और ज़िंदादिली हर मैच में नजर आती थी। उनका जाना सिर्फ एक विराम नहीं – यह एक यादगार गाथा की अंतिम पंक्ति है। मगर विरासतें कभी खत्म नहीं होतीं – वे आने वाली पीढ़ियों को रास्ता दिखाने के लिए बनी रहती हैं। विराट कोहली अब उसी विरासत का नाम हैं। <box>49 711 621 762</box>
history-item: ◇ 2011- झारखंड की पर्वतारोही प्रेमलता अग्रवाल ने दुनिया के सबसे ऊंचे पर्वत शिखर माउंट एवरेस्ट पर चढ़ने वाली सबसे उम्रदराज़ भारतीय महिला होने का गौरव हासिल करते हुए पर्वतारोहण के क्षेत्र में एक नया इतिहास रचा। <box>1239 414 1606 467</box>
history-section <box>1232 109 1613 880</box>
history-item: ◇ 2006 - चीन ने कहा ताइवान विश्व स्वास्थ्य संगठन की सदस्यता का पात्र नहीं। <box>1239 342 1606 360</box>
history-banner <box>1243 121 1603 188</box>
byline: विविध समाचार- <box>1092 1322 1162 1336</box>
subheading: अफवाहों में 'वेंग्राई करुप्पु' का नाम <box>67 1994 205 2007</box>
dropcap: भा <box>49 299 109 367</box>
dropcap: हॉ <box>44 1090 77 1137</box>
dateline: गोरखपुर, दिनांक 20 मई 2025 <box>1373 65 1501 103</box>
history-item: ◇ 2011- प्रधानमंत्री मनमोहन सिंह ने मध्य प्रदेश के बीना में हज़ारों करोड़ की लागत से बनी ऑयल रिफ़ाइनरी देश को समर्पित की। यह भारत पेट्रोलियम लिमिटेड, ओमान ऑयल कम्पनी तथा मध्य प्रदेश सरकार के प्रयासों से बनी विश्व स्तरीय परियोजना है। <box>1239 360 1606 413</box>
press-logo-icon: PRESS <box>457 2206 480 2237</box>
